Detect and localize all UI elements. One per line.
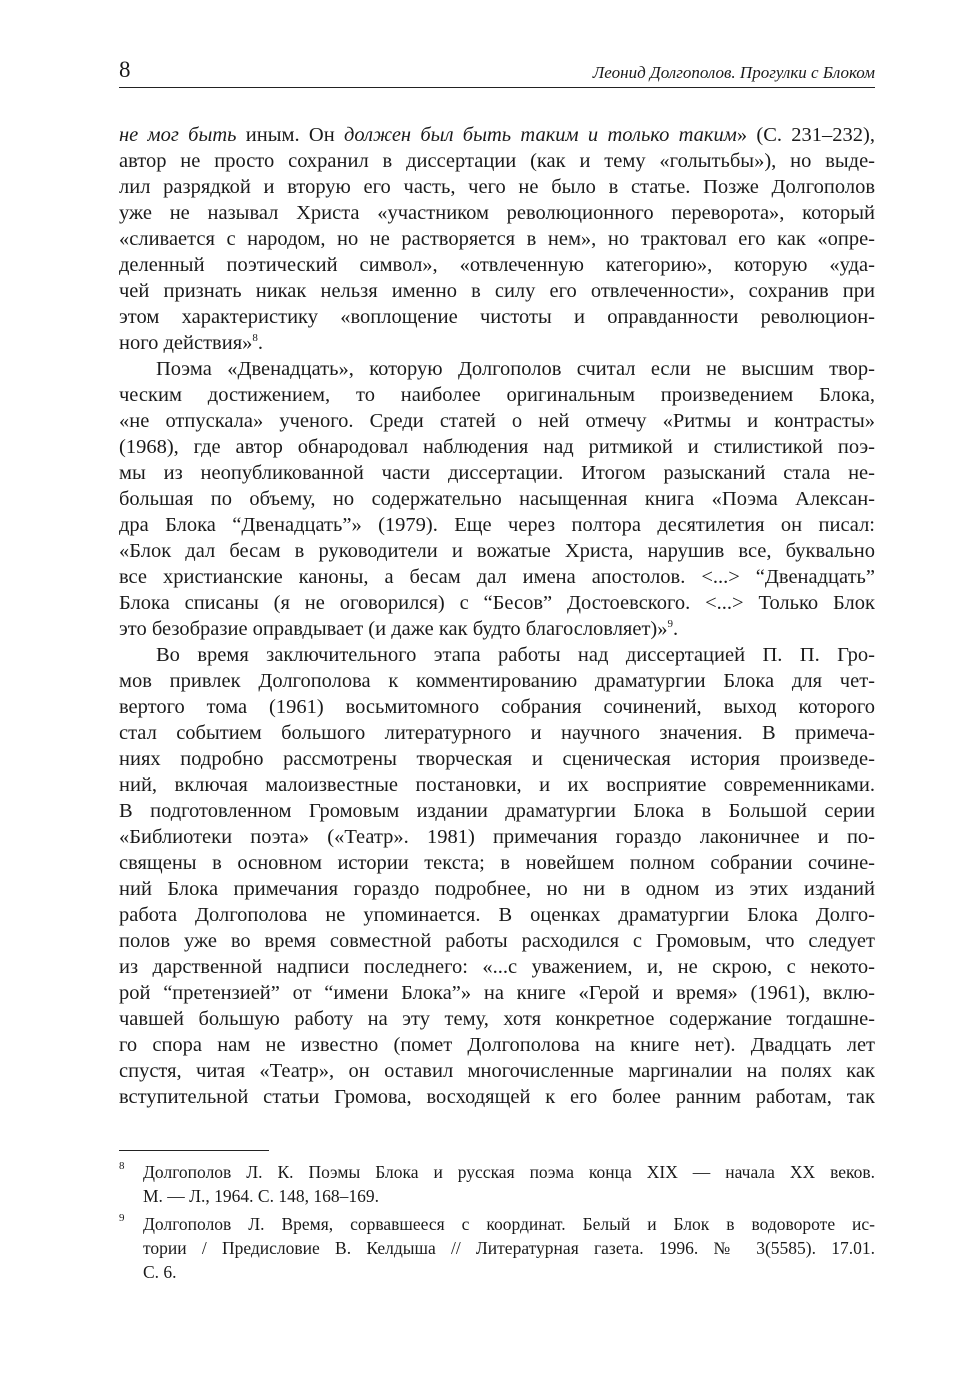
paragraph <box>119 122 875 356</box>
text-line: уже не называл Христа «участником революционного переворота», который <box>119 202 875 224</box>
footnote-line: тории / Предисловие В. Келдыша // Литературная газета. 1996. № 3(5585). 17.01. <box>143 1238 875 1258</box>
page-number: 8 <box>119 57 131 82</box>
running-head: Леонид Долгополов. Прогулки с Блоком <box>592 63 875 82</box>
footnote-line: С. 6. <box>143 1262 177 1282</box>
footnote-line: Долгополов Л. Время, сорвавшееся с координат. Белый и Блок в водовороте ис- <box>143 1214 875 1234</box>
text-span: ного действия» <box>119 332 253 354</box>
text-line: из дарственной надписи последнего: «...с уважением, и, не скрою, с некото- <box>119 956 875 978</box>
text-span: это безобразие оправдывает (и даже как будто благословляет)» <box>119 618 668 640</box>
text-line: «Блок дал бесам в руководители и вожатые Христа, нарушив все, буквально <box>119 540 875 562</box>
text-line: большая по объему, но содержательно насыщенная книга «Поэма Алексан- <box>119 488 875 510</box>
text-line: го спора нам не известно (помет Долгополова на книге нет). Двадцать лет <box>119 1034 875 1056</box>
footnote-ref[interactable]: 8 <box>252 332 258 344</box>
text-line: ческим достижением, то наиболее оригинальным произведением Блока, <box>119 384 875 406</box>
text-line: ниях подробно рассмотрены творческая и сценическая история произведе- <box>119 748 875 770</box>
footnotes <box>119 1160 875 1284</box>
text-span: . <box>257 332 264 354</box>
text-line: Во время заключительного этапа работы над диссертацией П. П. Гро- <box>156 644 875 666</box>
text-line: деленный поэтический символ», «отвлеченную категорию», которую «уда- <box>119 254 875 276</box>
footnote-line: М. — Л., 1964. С. 148, 168–169. <box>143 1186 379 1206</box>
text-line: мов привлек Долгополова к комментированию драматургии Блока для чет- <box>119 670 875 692</box>
body-text <box>119 122 875 1110</box>
header-rule <box>119 87 875 88</box>
text-line: стал событием большого литературного и научного значения. В примеча- <box>119 722 875 744</box>
paragraph <box>119 642 875 1110</box>
text-line: В подготовленном Громовым издании драматургии Блока в Большой серии <box>119 800 875 822</box>
text-line: ний Блока примечания гораздо подробнее, но ни в одном из этих изданий <box>119 878 875 900</box>
text-line: этом характеристику «воплощение чистоты и оправданности революцион- <box>119 306 875 328</box>
footnote-ref[interactable]: 9 <box>667 618 673 630</box>
text-line: чавшей большую работу на эту тему, хотя конкретное содержание тогдашне- <box>119 1008 875 1030</box>
text-line: Поэма «Двенадцать», которую Долгополов считал если не высшим твор- <box>156 358 875 380</box>
text-line: дра Блока “Двенадцать”» (1979). Еще через полтора десятилетия он писал: <box>119 514 875 536</box>
footnote <box>119 1160 875 1208</box>
text-line: чей признать никак нельзя именно в силу его отвлеченности», сохранив при <box>119 280 875 302</box>
text-span: . <box>673 618 679 640</box>
footnote-number: 9 <box>119 1212 125 1224</box>
text-line <box>119 330 875 356</box>
text-line: (1968), где автор обнародовал наблюдения над ритмикой и стилистикой поэ- <box>119 436 875 458</box>
text-line: «не отпускала» ученого. Среди статей о ней отмечу «Ритмы и контрасты» <box>119 410 875 432</box>
text-line: «сливается с народом, но не растворяется в нем», но трактовал его как «опре- <box>119 228 875 250</box>
text-line: священы в основном истории текста; в новейшем полном собрании сочине- <box>119 852 875 874</box>
paragraph <box>119 356 875 642</box>
text-line: Блока списаны (я не оговорился) с “Бесов” Достоевского. <...> Только Блок <box>119 592 875 614</box>
text-line: лил разрядкой и вторую его часть, чего не было в статье. Позже Долгополов <box>119 176 875 198</box>
text-line <box>119 122 875 148</box>
text-line: спустя, читая «Театр», он оставил многочисленные маргиналии на полях как <box>119 1060 875 1082</box>
footnote-rule <box>119 1150 269 1151</box>
italic-text: не мог быть <box>119 124 237 146</box>
text-line: автор не просто сохранил в диссертации (как и тему «голытьбы»), но выде- <box>119 150 875 172</box>
text-line <box>119 616 875 642</box>
page-header <box>119 56 875 86</box>
text-line: вступительной статьи Громова, восходящей к его более ранним работам, так <box>119 1086 875 1108</box>
text-line: «Библиотеки поэта» («Театр». 1981) примечания гораздо лаконичнее и по- <box>119 826 875 848</box>
text-span: иным. Он <box>236 124 344 146</box>
text-line: вертого тома (1961) восьмитомного собрания сочинений, выход которого <box>119 696 875 718</box>
italic-text: должен был быть таким и только таким <box>343 124 737 146</box>
text-line: полов уже во время совместной работы расходился с Громовым, что следует <box>119 930 875 952</box>
text-line: ний, включая малоизвестные постановки, и их восприятие современниками. <box>119 774 875 796</box>
text-line: рой “претензией” от “имени Блока”» на книге «Герой и время» (1961), вклю- <box>119 982 875 1004</box>
text-line: мы из неопубликованной части диссертации. Итогом разысканий стала не- <box>119 462 875 484</box>
text-line: работа Долгополова не упоминается. В оценках драматургии Блока Долго- <box>119 904 875 926</box>
footnote-number: 8 <box>119 1160 125 1172</box>
footnote <box>119 1212 875 1284</box>
text-span: » (С. 231–232), <box>736 124 875 146</box>
text-line: все христианские каноны, а бесам дал имена апостолов. <...> “Двенадцать” <box>119 566 875 588</box>
footnote-line: Долгополов Л. К. Поэмы Блока и русская поэма конца XIX — начала XX веков. <box>143 1162 875 1182</box>
